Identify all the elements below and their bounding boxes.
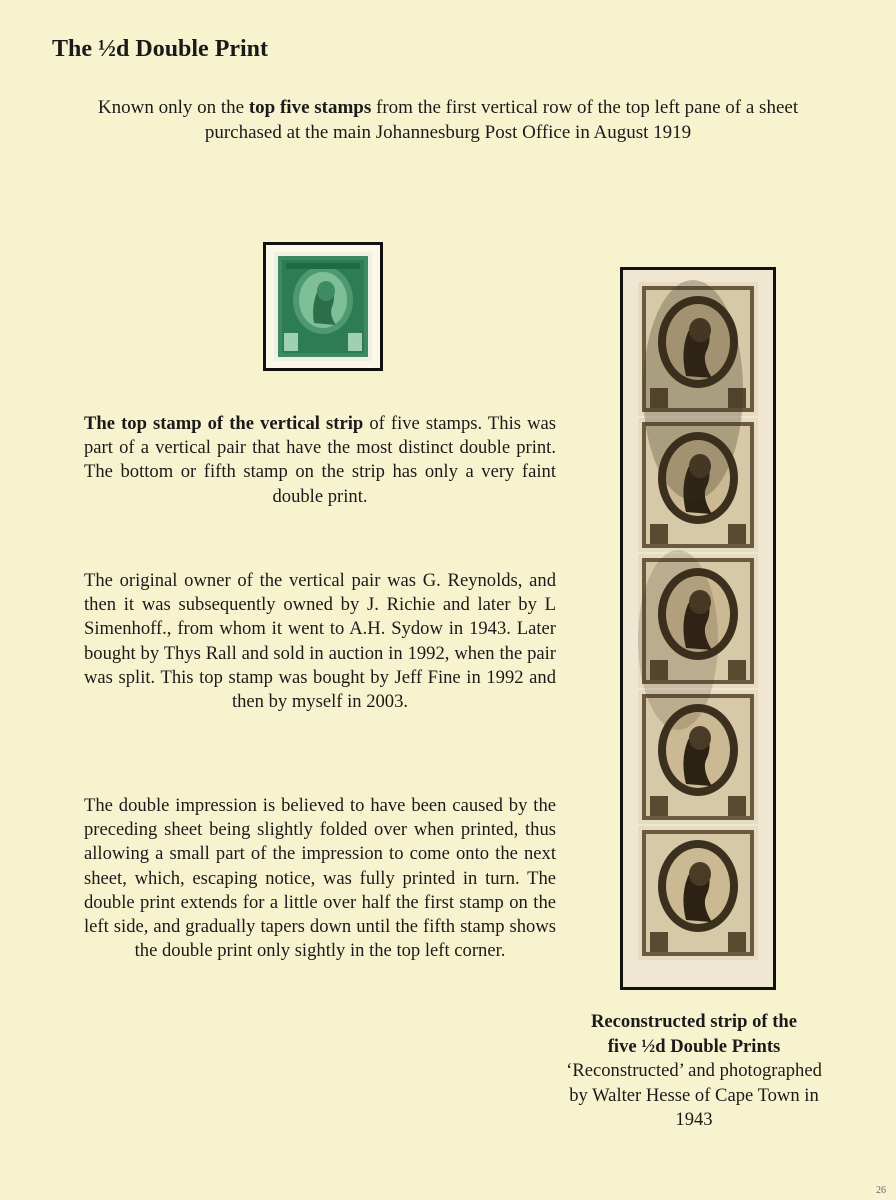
description-top-stamp-text: of five stamps. This was part of a vertical pair that have the most distinct double print. The bottom or fifth stamp on the strip has only a very faint double print. — [84, 413, 556, 507]
subtitle-pre: Known only on the — [97, 97, 249, 118]
description-top-stamp-bold: The top stamp of the vertical strip — [84, 413, 364, 434]
page-number: 26 — [876, 1185, 886, 1196]
page-title: The ½d Double Print — [52, 36, 269, 62]
caption-text: ‘Reconstructed’ and photographed by Walter Hesse of Cape Town in 1943 — [566, 1060, 822, 1130]
stamp-strip-image — [623, 270, 773, 987]
strip-caption — [566, 1010, 822, 1133]
caption-bold-line-2: five ½d Double Prints — [607, 1035, 781, 1057]
single-stamp-mount — [263, 242, 383, 371]
subtitle-post: from the first vertical row of the top left pane of a sheet purchased at the main Johannesburg Post Office in August 1919 — [204, 97, 799, 143]
strip-stamp-5 — [638, 826, 758, 960]
single-stamp-image — [266, 245, 380, 368]
description-top-stamp — [84, 412, 556, 509]
caption-bold-line-1: Reconstructed strip of the — [590, 1011, 798, 1032]
stamp-strip-mount — [620, 267, 776, 990]
subtitle-bold: top five stamps — [248, 97, 372, 118]
provenance-paragraph: The original owner of the vertical pair was G. Reynolds, and then it was subsequently owned by J. Richie and later by L Simenhoff., from whom it went to A.H. Sydow in 1943. Later bought by Thys Rall and sold in auction in 1992, when the pair was split. This top stamp was bought by Jeff Fine in 1992 and then by myself in 2003. — [84, 570, 556, 713]
page-subtitle — [60, 95, 836, 145]
explanation-paragraph: The double impression is believed to have been caused by the preceding sheet being slightly folded over when printed, thus allowing a small part of the impression to come onto the next sheet, which, escaping notice, was fully printed in turn. The double print extends for a little over half the first stamp on the left side, and gradually tapers down until the fifth stamp shows the double print only sightly in the top left corner. — [84, 795, 556, 962]
